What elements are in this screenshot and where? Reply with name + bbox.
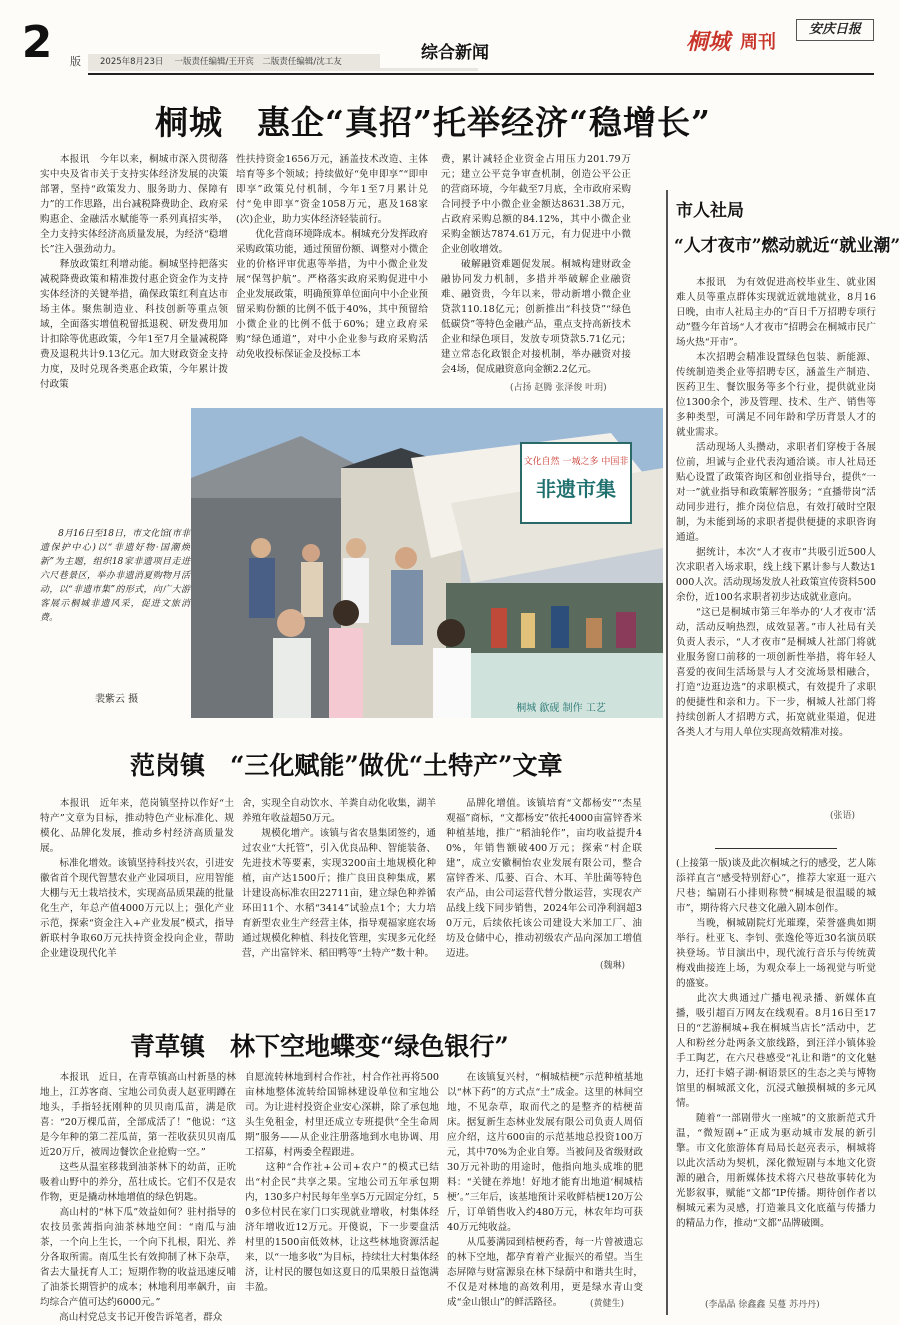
sidebar-headline: “人才夜市”燃动就近“就业潮” xyxy=(674,236,900,256)
article1-headline: 桐城 惠企“真招”托举经济“稳增长” xyxy=(155,103,711,142)
header-rule xyxy=(88,73,874,75)
non-heritage-market-photo xyxy=(191,408,663,718)
article3-col3: 在该镇复兴村，“桐城桔梗”示范种植基地以“林下药”的方式点“土”成金。这里的林间空地，不见杂草，取而代之的是整齐的桔梗苗床。据复新生态林业发展有限公司负责人周佰应介绍，这片600亩的示范基地总投资100万元，其中70%为企业自筹。当被问及省级财政30万元补助的用途时，他指向地头成堆的肥料：“关键在养地！好地才能育出地道‘桐城桔梗’。”三年后，该基地预计采收鲜桔梗120万公斤，订单销售收入约480万元，林农年均可获40万元纯收益。 从瓜蒌满园到桔梗药香，每一片曾被遗忘的林下空地，都孕育着产业振兴的希望。当生态屏障与财富源泉在林下绿荫中和谐共生时，不仅是对林地的高效利用，更是绿水青山变成“金山银山”的鲜活路径。 xyxy=(447,1072,643,1308)
article1-col1: 本报讯 今年以来，桐城市深入贯彻落实中央及省市关于支持实体经济发展的决策部署，坚持“政策发力、服务助力、保障有力”的工作思路，出台减税降费助企、政府采购惠企、金融活水赋能等一系列真招实举，全力支持实体经济高质量发展，为经济“稳增长”注入强劲动力。 释放政策红利增动能。桐城坚持把落实减税降费政策和精准拨付惠企资金作为支持实体经济的关键举措，确保政策红利直达市场主体。聚焦制造业、科技创新等重点领域，全面落实增值税留抵退税、研发费用加计扣除等优惠政策，今年1至7月全量减税降费及退税共计9.13亿元。加大财政资金支持力度，及时兑现各类惠企政策，今年累计拨付政策 xyxy=(40,154,228,390)
sidebar-kicker: 市人社局 xyxy=(676,201,744,221)
sidebar-divider xyxy=(666,190,668,1315)
page-number: 2 xyxy=(21,17,53,68)
sidebar-byline: (张语) xyxy=(830,811,856,821)
brand-weekly: 周刊 xyxy=(740,32,776,53)
article1-byline: (占扬 赵腾 张泽俊 叶玥) xyxy=(510,383,607,393)
paper-name: 安庆日报 xyxy=(796,19,874,41)
article2-col3: 品牌化增值。该镇培育“文都杨安”“杰星观福”商标，“文都杨安”依托4000亩富锌香米种植基地，推广“稻油轮作”，亩均收益提升40%，年销售额破400万元；探索“村企联建”，成立安徽桐怡农业发展有限公司，整合富锌香米、瓜蒌、百合、木耳、羊肚菌等特色农产品，由公司运营代替分散运营，实现农产品线上线下同步销售，2024年公司净利润超30万元，后续依托该公司建设大米加工厂、油坊及仓储中心，推动初级农产品向深加工增值迈进。 xyxy=(446,798,642,959)
table-banner-text: 桐城 歙砚 制作 工艺 xyxy=(516,703,606,714)
article1-col2: 性扶持资金1656万元，涵盖技术改造、主体培育等多个领域；持续做好“免申即享”“即申即享”政策兑付机制，今年1至7月累计兑付“免申即享”资金1058万元，惠及168家(次)企业，助力实体经济轻装前行。 优化营商环境降成本。桐城充分发挥政府采购政策功能，通过预留份额、调整对小微企业的价格评审优惠等举措，为中小微企业发展“保驾护航”。严格落实政府采购促进中小企业发展政策，明确预算单位面向中小企业预留采购份额的比例不低于40%，其中预留给小微企业的比例不低于60%；建立政府采购“绿色通道”，对中小企业参与政府采购活动免收投标保证金及投标工本 xyxy=(236,154,428,360)
sign-main-text: 非遗市集 xyxy=(536,477,616,501)
article3-headline: 青草镇 林下空地蝶变“绿色银行” xyxy=(130,1032,509,1061)
continued-byline: (李晶晶 徐鑫鑫 吴蔓 苏丹丹) xyxy=(705,1300,820,1310)
section-title: 综合新闻 xyxy=(380,38,530,68)
page-ban-label: 版 xyxy=(70,55,81,68)
photo-caption: 8月16日至18日，市文化馆(市非遗保护中心)以“非遗好物·国潮焕新”为主题，组织18家非遗项目走进六尺巷景区，举办非遗消夏购物月活动，以“非遗市集”的形式，向广大游客展示桐城非遗风采，促进文旅消费。 xyxy=(40,529,190,623)
sign-top-text: 文化自然 一城之多 中国非 xyxy=(523,457,629,467)
article2-headline: 范岗镇 “三化赋能”做优“土特产”文章 xyxy=(130,751,563,780)
article1-col3: 费，累计减轻企业资金占用压力201.79万元；建立公平竞争审查机制，创造公平公正的营商环境，今年截至7月底，全市政府采购合同授予中小微企业金额达8631.38万元，占政府采购总额的84.12%，其中小微企业采购金额达7874.61万元，有力促进中小微企业创收增效。 破解融资难题促发展。桐城构建财政金融协同发力机制，多措并举破解企业融资难、融资贵，今年以来，带动新增小微企业贷款110.18亿元；创新推出“科技贷”“绿色低碳贷”等特色金融产品，重点支持高新技术企业和绿色项目，发放专项贷款5.71亿元；建立常态化政银企对接机制，举办融资对接会4场，促成融资意向金额2.2亿元。 xyxy=(441,154,631,375)
sidebar-body: 本报讯 为有效促进高校毕业生、就业困难人员等重点群体实现就近就地就业，8月16日晚，由市人社局主办的“百日千万招聘专项行动”暨今年首场“人才夜市”招聘会在桐城市民广场火热“开市”。 本次招聘会精准设置绿色包装、新能源、传统制造类企业等招聘专区，涵盖生产制造、医药卫生、餐饮服务等多个行业，提供就业岗位1300余个，涉及管理、技术、生产、销售等多种类型，可满足不同年龄和学历背景人才的就业需求。 活动现场人头攒动，求职者们穿梭于各展位前，坦诚与企业代表沟通洽谈。市人社局还贴心设置了政策咨询区和创业指导台，提供“一对一”就业指导和政策解答服务；“直播带岗”活动同步进行，推介岗位信息，有效打破时空限制，为未能到场的求职者提供便捷的求职咨询通道。 据统计，本次“人才夜市”共吸引近500人次求职者入场求职，线上线下累计参与人数达1000人次。活动现场发放人社政策宣传资料500余份，近100名求职者初步达成就业意向。 “这已是桐城市第三年举办的‘人才夜市’活动，活动反响热烈，成效显著。”市人社局有关负责人表示，“人才夜市”是桐城人社部门将就业服务窗口前移的一项创新性举措，将年轻人喜爱的夜间生活场景与人才交流场景相融合，打造“边逛边选”的求职模式，有效提升了求职的便捷性和亲和力。下一步，桐城人社部门将持续创新人才招聘方式，拓宽就业渠道，促进各类人才与用人单位实现高效精准对接。 xyxy=(676,277,876,738)
brand-name: 桐城 xyxy=(686,29,731,55)
article3-col1: 本报讯 近日，在青草镇高山村新垦的林地上，江苏客商、宝地公司负责人赵亚明蹲在地头，手指轻抚刚种的贝贝南瓜苗，满是欣喜：“20万棵瓜苗，全部成活了！”他说：“这是今年种的第二茬瓜苗，第一茬收获贝贝南瓜近20万斤，被周边餐饮企业抢购一空。” 这些从温室移栽到油茶林下的幼苗，正吮吸着山野中的养分，茁壮成长。它们不仅是农作物，更是撬动林地增值的绿色钥匙。 高山村的“林下瓜”效益如何？驻村指导的农技员张茜指向油茶林地空间：“南瓜与油茶，一个向上生长，一个向下扎根，阳光、养分各取所需。南瓜生长有效抑制了林下杂草，省去大量抚育人工；短期作物的收益迅速反哺了油茶长期管护的成本；林地利用率飙升，亩均综合产值可达约6000元。” 高山村党总支书记开俊告诉笔者，群众 xyxy=(40,1072,236,1323)
article2-col1: 本报讯 近年来，范岗镇坚持以作好“土特产”文章为目标，推动特色产业标准化、规模化、品牌化发展，推动乡村经济高质量发展。 标准化增效。该镇坚持科技兴农，引进安徽省首个现代智慧农业产业园项目，应用智能大棚与无土栽培技术，实现高品质果蔬的批量化生产，年总产值4000万元以上；强化产业示范，探索“资金注入+产业发展”模式，指导新联村争取60万元扶持资金投向企业，帮助企业建设现代化羊 xyxy=(40,798,234,959)
sidebar-separator xyxy=(715,848,837,849)
article2-col2: 舍，实现全自动饮水、羊粪自动化收集，湖羊养殖年收益超50万元。 规模化增产。该镇与省农垦集团签约，通过农业“大托管”，引入优良品种、智能装备、先进技术等要素，实现3200亩土地规模化种植，亩产达1500斤；推广良田良种集成，累计建设高标准农田22711亩，建立绿色种养循环田11个、水稻“3414”试验点1个；大力培育新型农业生产经营主体，指导观福家庭农场通过规模化种植、科技化管理，实现多元化经营，产出富锌米、稻田鸭等“土特产”数十种。 xyxy=(242,798,436,959)
date-editors-strip: 2025年8月23日 一版责任编辑/王开宾 二版责任编辑/沈工友 xyxy=(88,54,478,71)
continued-body: (上接第一版)谈及此次桐城之行的感受，艺人陈添祥直言“感受特别舒心”，推荐大家逛一逛六尺巷；编剧石小排则称赞“桐城是很温暖的城市”，期待将六尺巷文化融入剧本创作。 当晚，桐城剧院灯光璀璨，荣誉盛典如期举行。杜亚飞、李钊、张逸伦等近30名演员联袂登场。节目演出中，现代流行音乐与传统黄梅戏曲接连上场，为观众奉上一场视觉与听觉的盛宴。 此次大典通过广播电视录播、新媒体直播，吸引超百万网友在线观看。8月16日至17日的“艺游桐城+我在桐城当店长”活动中，艺人和粉丝分赴两条文旅线路，到汪洋小镇体验手工陶艺，在六尺巷感受“礼让和谐”的文化魅力，还打卡嬉子湖·桐语景区的生态之美与博物馆里的桐城派文化，沉浸式触摸桐城的多元风情。 随着“一部剧带火一座城”的文旅新范式升温，“微短剧+”正成为驱动城市发展的新引擎。市文化旅游体育局局长赵亮表示，桐城将以此次活动为契机，深化微短剧与本地文化资源的融合，用新媒体技术将六尺巷故事转化为光影叙事，赋能“文都”IP传播。期待创作者以桐城元素为灵感，打造兼具文化底蕴与传播力的精品力作，推动“文都”品牌破圈。 xyxy=(676,858,876,1229)
article3-byline: (黄健生) xyxy=(590,1299,625,1309)
photo-credit: 裴紫云 摄 xyxy=(95,694,139,705)
article2-byline: (魏琳) xyxy=(600,961,626,971)
article3-col2: 自愿流转林地到村合作社，村合作社再将500亩林地整体流转给国锦林建设单位和宝地公司。为让进村投资企业安心深耕，除了承包地头生免租金，村里还成立专班提供“全生命周期”服务——从企业注册落地到水电协调、用工招募，村两委全程跟进。 这种“合作社+公司+农户”的模式已结出“村企民”共享之果。宝地公司五年承包期内，130多户村民每年坐享5万元固定分红，50多位村民在家门口实现就业增收，村集体经济年增收近12万元。开傻说，下一步要盘活村里的1500亩低效林，让这些林地资源活起来，以“一地多收”为目标，持续壮大村集体经济，让村民的腰包如这夏日的瓜果般日益饱满丰盈。 xyxy=(245,1072,439,1293)
